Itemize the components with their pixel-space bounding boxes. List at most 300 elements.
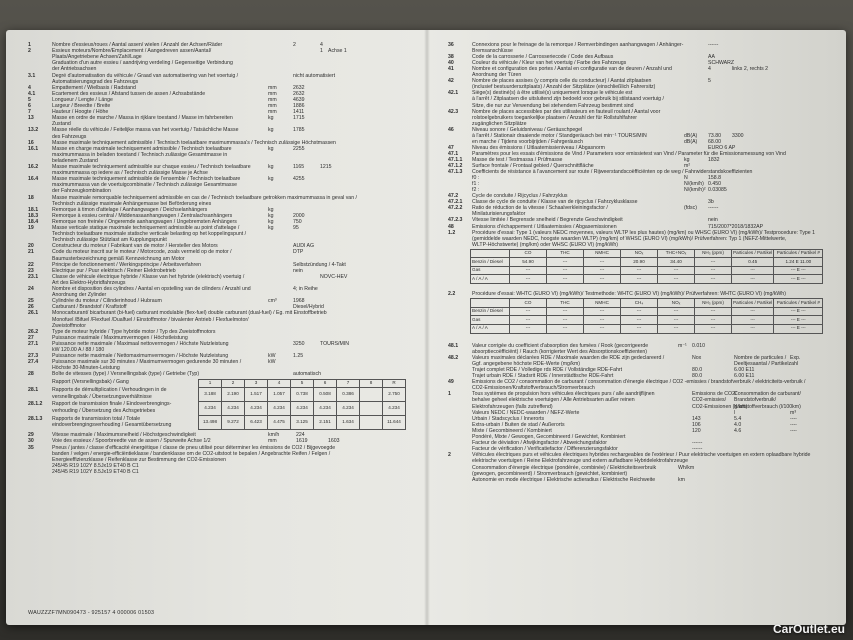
field-label: Plaats/Angetriebene Achsen/Zahl/Lage [52, 54, 142, 61]
table-cell: 1.24 E 11.00 [774, 258, 823, 267]
table-header-cell: THC [547, 249, 584, 258]
field-unit: kg [268, 145, 274, 152]
document-sheet [6, 30, 846, 625]
table-header-cell: NH₃ (ppm) [695, 249, 732, 258]
field-label: Masse maximale techniquement admissible de l'ensemble / Technisch toelaatbare [52, 176, 241, 183]
field-number: 18.3 [28, 212, 39, 219]
field-label: beladenem Zustand [52, 157, 98, 164]
table-cell: --- [584, 275, 621, 284]
field-value: 158.8 [708, 175, 721, 182]
field-unit: dB(A) [684, 132, 698, 139]
table-cell: 4.234 [337, 402, 360, 416]
table-cell: --- [547, 266, 584, 275]
table-cell: --- [658, 316, 695, 325]
field-label: maximummassa in beladen toestand / Technisch zulässige Gesamtmasse in [52, 151, 228, 158]
table-header-cell: 8 [360, 379, 383, 388]
table-header-cell: 1 [199, 379, 222, 388]
field-value-3: Achse 1 [328, 48, 347, 55]
table-header-cell: NMHC [584, 299, 621, 308]
table-header-cell: Particules / Partikel # [774, 249, 823, 258]
field-value: 1785 [293, 127, 305, 134]
field-number: 35 [28, 444, 34, 451]
table-cell: 6.423 [245, 416, 268, 430]
field-number: 18.1 [28, 206, 39, 213]
field-label: Surface frontale / Frontaal gebied / Querschnittfläche [472, 163, 594, 169]
field-label: Nombre de places assises (y compris celle du conducteur) / Aantal zitplaatsen [472, 78, 652, 85]
field-label: f0 : [472, 175, 480, 182]
field-value: 1832 [708, 156, 720, 163]
field-label: Puissance nette maximale / Nettomaximumvermogen / Höchste Nutzleistung [52, 353, 229, 360]
table-cell: 1.517 [245, 388, 268, 402]
field-number: 1.2 [448, 229, 456, 236]
field-value-2: 4 [320, 42, 323, 48]
field-unit: m⁻¹ [678, 342, 687, 349]
field-label: Remorque à timon d'attelage / Aanhangwagen / Deichselanhängers [52, 206, 208, 213]
table-cell: --- E --- [774, 266, 823, 275]
field-label: Extra-urbain / Buiten de stad / Außerorts [472, 421, 565, 428]
field-label: Empattement / Wielbasis / Radstand [52, 84, 136, 91]
watermark-logo: CarOutlet.eu [772, 622, 845, 636]
field-unit: cm³ [268, 298, 277, 305]
field-value: 0.450 [708, 181, 721, 188]
field-number: 49 [448, 379, 454, 386]
table-cell: --- [732, 324, 774, 333]
table-cell: 2.151 [314, 416, 337, 430]
table-cell: --- [621, 316, 658, 325]
field-value: CO2-Emissionen (g/km) [692, 403, 748, 410]
field-label: Carburant / Brandstof / Kraftstoff [52, 304, 127, 311]
table-cell: --- E --- [774, 275, 823, 284]
field-value-2: Consommation de carburant/ [734, 391, 801, 398]
field-value-2: NOVC-HEV [320, 273, 348, 280]
table-row [199, 416, 406, 430]
field-value: 4255 [293, 176, 305, 183]
field-label: Autonomie en mode électrique / Elektrische actieradius / Elektrische Reichweite [472, 476, 656, 483]
field-value-2: TOURS/MIN [320, 340, 350, 347]
field-label: Zweistoffmotor [52, 322, 86, 329]
field-number: 22 [28, 261, 34, 268]
field-value: AA [708, 54, 715, 61]
table-cell: --- [732, 275, 774, 284]
field-unit: mm [268, 103, 277, 109]
field-label: Type de moteur hybride / Type hybride motor / Typ des Zweistoffmotors [52, 328, 216, 335]
field-label: f1 : [472, 181, 480, 188]
field-value-2: 1603 [328, 438, 340, 445]
field-label: 245/45 R19 102Y 8.5Jx19 ET40 B C1 [52, 463, 139, 470]
field-label: Niveau sonore / Geluidsniveau / Geräuschpegel [472, 126, 583, 133]
table-cell: 0.508 [314, 388, 337, 402]
field-value: EURO 6 AP [708, 144, 736, 151]
field-number: 3.1 [28, 72, 36, 79]
table-cell [360, 416, 383, 430]
table-cell: --- E --- [774, 324, 823, 333]
table-cell: 34.40 [658, 258, 695, 267]
field-value: 715/2007*2018/1832AP [708, 223, 764, 230]
field-label: Monocarburant/ bicarburant (bi-fuel) carburant modulable (flex-fuel) double carburant (dual-fuel) / Eg. mit Einstoffbetrieb [52, 310, 327, 317]
field-number: 38 [448, 54, 454, 61]
table-cell: --- [584, 316, 621, 325]
field-value: 4639 [293, 96, 305, 103]
field-number: 26 [28, 304, 34, 311]
table-row [471, 275, 823, 284]
field-number: 2.2 [448, 291, 456, 298]
field-label: Facteur de vérification / Verificatiefactor / Differenzierungsfaktor [472, 446, 618, 453]
table-header-row [199, 379, 406, 388]
table-cell: --- [584, 307, 621, 316]
field-label: Remorque à essieu central / Middenasaanhangwagen / Zentralachsanhängers [52, 212, 233, 219]
field-number: 46 [448, 126, 454, 133]
field-number: 16.1 [28, 145, 39, 152]
field-value: 3250 [293, 340, 305, 347]
field-value: nein [293, 267, 303, 274]
field-label: en marche / Tijdens voorbijrijden / Fahrgeräusch [472, 138, 584, 145]
field-value-3: Exp. [790, 354, 801, 361]
field-value: 1968 [293, 298, 305, 305]
field-label: Essieux moteurs/Nombre/Emplacement / Aangedreven assen/Aantal/ [52, 48, 212, 55]
field-label: Masse verticale statique maximale techniquement admissible au point d'attelage / [52, 225, 240, 231]
field-label: Zustand [52, 121, 71, 128]
field-label: Remorque non freinée / Ongeremde aanhangwagen / Ungebremsten Anhängers [52, 218, 237, 225]
field-number: 19 [28, 225, 34, 231]
field-value-2: 5.4 [734, 415, 742, 422]
table-header-cell: NH₃ (ppm) [695, 299, 732, 308]
field-label: Pneus / jantes / classe d'efficacité énergétique / classe de pneu utilisé pour déterminer les émissions de CO2 / Bijgevoegde [52, 444, 336, 451]
field-number: 36 [448, 42, 454, 48]
field-number: 21 [28, 249, 34, 256]
field-label: Art des Elektro-Hybridfahrzeugs [52, 279, 126, 286]
table-cell: --- [695, 258, 732, 267]
field-label: Emissions d'échappement / Uitlaatemissies / Abgasemissionen [472, 223, 617, 230]
field-label: Masse en ordre de marche / Massa in rijklare toestand / Masse im fahrbereiten [52, 115, 233, 122]
field-value-2: Kraftstoffverbrauch (l/100km) [734, 403, 801, 410]
table-header-cell: 3 [245, 379, 268, 388]
field-number: 18 [28, 194, 34, 201]
field-value-3: m³ [790, 409, 797, 416]
field-label: Masse maximale techniquement admissible sur chaque essieu / Technisch toelaatbare [52, 164, 251, 170]
field-value: nein [708, 217, 718, 224]
field-value: automatisch [293, 371, 321, 378]
table-cell: --- [621, 324, 658, 333]
gear-ratio-table [198, 379, 406, 431]
field-label: Procédure d'essai: WHTC (EURO VI) (mg/kWh)/ Testmethode: WHTC (EURO VI) (mg/kWh)/ Prüfverfahren: WHTC (EURO VI) (mg/kWh) [472, 291, 786, 298]
field-label: Baumusterbezeichnung gemäß Kennzeichnung am Motor [52, 255, 185, 262]
field-label: Automatisierungsgrad des Fahrzeugs [52, 78, 139, 85]
table-cell: --- [547, 258, 584, 267]
table-header-cell: Particules / Partikel [732, 249, 774, 258]
field-unit: N/(km/h) [684, 181, 704, 188]
table-header-cell: NMHC [584, 249, 621, 258]
field-label: Urbain / Stadscyclus / Innerorts [472, 415, 545, 422]
table-cell: --- E --- [774, 316, 823, 325]
field-value: 2 [293, 42, 296, 48]
field-label: Trajet complet RDE / Volledige rds RDE / Vollständige RDE-Fahrt [472, 366, 623, 373]
field-number: 47.2 [448, 193, 459, 200]
field-label: à l'arrêt / Stationair draaiende motor / Standgeräusch bei min⁻¹ TOURS/MIN [472, 132, 647, 139]
field-label: Masse maximale remorquable techniquement admissible en cas de / Technisch toelaatbare getrokken maximummassa in geval van / [52, 194, 357, 201]
table-cell: 4.234 [222, 402, 245, 416]
table-cell: --- [732, 266, 774, 275]
field-label: Valeur corrigée du coefficient d'absorption des fumées / Rook (gecorrigeerde [472, 342, 649, 349]
field-unit: mm [268, 84, 277, 91]
field-number: 6 [28, 103, 31, 109]
field-label: Paramètres pour les essais d'émissions de Vind / Parameters voor emissietest van Vind / Parameter für die Emissionsmessung von Vind [472, 150, 786, 157]
field-label: rolstoelgebruikers toegankelijke plaatsen / Anzahl der für Rollstuhlfahrer [472, 114, 637, 121]
field-value-2: links 2, rechts 2 [732, 66, 769, 73]
field-label: Boîte de vitesses (type) / Versnellingsbak (type) / Getriebe (Typ) [52, 371, 200, 378]
table-cell: 11.644 [383, 416, 406, 430]
table-cell: 4.234 [268, 402, 291, 416]
field-value: 2632 [293, 84, 305, 91]
field-unit: kg [268, 206, 274, 213]
table-cell: --- [547, 275, 584, 284]
field-label: Electrique pur / Puur elektrisch / Reiner Elektrobetrieb [52, 267, 176, 274]
field-unit: kg [268, 115, 274, 122]
field-label: Bremsanschlüsse [472, 48, 513, 55]
field-number: 40 [448, 60, 454, 67]
field-label: Sitze, die nur zur Verwendung bei stehendem Fahrzeug bestimmt sind [472, 102, 634, 109]
table-header-cell [471, 299, 510, 308]
field-value: 106 [692, 421, 701, 428]
field-label: Rapports de démultiplication / Verhoudingen in de versnellingsbak / Übersetzungsverhältnisse [52, 387, 167, 400]
field-value: 1165 [293, 164, 305, 170]
table-header-cell: 2 [222, 379, 245, 388]
field-label: Nombre de places accessibles par des utilisateurs en fauteuil roulant / Aantal voor [472, 108, 661, 115]
field-value: 4; in Reihe [293, 286, 318, 292]
table-header-cell: CH₄ [621, 299, 658, 308]
field-label: Masse maximale techniquement admissible / Technisch toelaatbare maximummassa's / Technisch zulässige Höchstmassen [52, 139, 336, 146]
field-label: Höchste 30-Minuten-Leistung [52, 365, 120, 372]
field-number: 30 [28, 438, 34, 445]
field-label: WLTP-Höchstwerte) (mg/km) oder WHSC (EURO VI) (mg/kWh) [472, 241, 619, 248]
field-label: (gewogen, gecombineerd) / Stromverbrauch (gewichtet, kombiniert) [472, 470, 628, 477]
table-cell: --- [732, 307, 774, 316]
table-cell: 0.45 [732, 258, 774, 267]
field-label: Ecartement des essieux / Afstand tussen de assen / Achsabstände [52, 90, 206, 97]
field-value: 80.0 [692, 373, 703, 380]
field-label: Mixte / Gecombineerd / Kombiniert [472, 427, 552, 434]
field-value: 73.80 [708, 132, 721, 139]
field-label: Technisch zulässige Stützlast am Kupplungspunkt [52, 237, 167, 244]
field-label: 245/45 R19 102Y 8.5Jx19 ET40 B C1 [52, 469, 139, 476]
table-header-cell: 4 [268, 379, 291, 388]
field-label: Siège(s) destiné(s) à être utilisé(s) uniquement lorsque le véhicule est [472, 90, 633, 97]
field-value: 0.010 [692, 342, 705, 349]
field-number: 23 [28, 267, 34, 274]
field-number: 42.1 [448, 90, 459, 97]
field-value: 2000 [293, 212, 305, 219]
field-label: behalve geheel elektrische voertuigen / Alle Antriebsarten außer reinen [472, 397, 635, 404]
table-cell: --- [658, 266, 695, 275]
field-label: Nombre et disposition des cylindres / Aantal en opstelling van de cilinders / Anzahl und [52, 286, 251, 292]
field-value-2: l [734, 409, 736, 416]
table-cell: 9.272 [222, 416, 245, 430]
field-value: 80.0 [692, 366, 703, 373]
field-label: (gemiddelde waarden NEDC, hoogste waarden WLTP) (mg/km) of WHSC (EURO VI) (mg/kWh)/ Prüfverfahren: Typ 1 (NEFZ-Mittelwerte, [472, 235, 787, 242]
field-label: Code du moteur inscrit sur le moteur / Motorcode, zoals vermeld op de motor / [52, 249, 232, 256]
field-label: (inclusief bestuurderszitplaats) / Anzahl der Sitzplätze (einschließlich Fahrersitz) [472, 84, 656, 91]
field-label: Ratio de réduction de la vitesse / Schaalverkleiningsfactor / [472, 205, 608, 212]
field-number: 4 [28, 84, 31, 91]
field-number: 28.1 [28, 387, 39, 393]
field-label: Facteur de déviation / Afwijkingsfactor / Abweichungsfaktor [472, 440, 607, 447]
emissions-table-whtc [470, 298, 823, 333]
field-label: à l'arrêt / Zitplaatsen die uitsluitend zijn bedoeld voor gebruik bij stilstaand voertuig / [472, 96, 664, 103]
field-value-2: 1 [320, 48, 323, 55]
field-label: Elektrofahrzeugen (falls zutreffend) [472, 403, 553, 410]
field-label: Voie des essieux / Spoorbreedte van de assen / Spurweite Achse 1/2 [52, 438, 211, 445]
field-label: maximummassa van de voertuigcombinatie / Technisch zulässige Gesamtmasse [52, 182, 238, 189]
table-cell: 3.188 [199, 388, 222, 402]
table-cell: Gas [471, 266, 510, 275]
table-row [471, 324, 823, 333]
field-value: 2632 [293, 90, 305, 97]
field-value-2: 6.00 E11 [734, 366, 755, 373]
document-page-left [6, 30, 424, 625]
field-value: 2255 [293, 145, 305, 152]
table-header-cell: 5 [291, 379, 314, 388]
field-value: AUDI AG [293, 243, 315, 250]
table-cell: --- [510, 316, 547, 325]
field-value: Emissions de CO2/ [692, 391, 737, 398]
table-cell: --- [510, 266, 547, 275]
field-number: 27.3 [28, 353, 39, 360]
table-cell: --- [658, 307, 695, 316]
field-number: 28.1.2 [28, 401, 43, 408]
field-number: 47 [448, 144, 454, 151]
field-unit: kg [268, 127, 274, 134]
field-label: Rapport (Versnellingsbak) / Gang [52, 378, 129, 385]
table-cell: --- [510, 324, 547, 333]
field-number: 28 [28, 371, 34, 378]
field-number: 42 [448, 78, 454, 85]
field-label: des Fahrzeugs [52, 133, 87, 140]
field-label: maximummassa op iedere as / Technisch zulässige Masse je Achse [52, 170, 208, 177]
field-number: 42.3 [448, 108, 459, 115]
table-header-cell: R [383, 379, 406, 388]
field-label: Largeur / Breedte / Breite [52, 103, 111, 109]
field-label: Vitesse maximale / Maximumsnelheid / Höchstgeschwindigkeit [52, 432, 196, 439]
field-number: 28.1.3 [28, 415, 43, 422]
table-cell: --- [547, 324, 584, 333]
table-cell: --- [658, 275, 695, 284]
field-label: der Fahrzeugkombination [52, 188, 111, 195]
field-value-2: 3300 [732, 132, 744, 139]
field-value: ------ [692, 446, 703, 453]
table-cell: --- [621, 307, 658, 316]
table-header-cell: Particules / Partikel # [774, 299, 823, 308]
field-value-2: Nombre de particules / [734, 354, 787, 361]
field-label: Anordnung der Zylinder [52, 292, 107, 299]
table-cell: --- [658, 324, 695, 333]
table-row [199, 402, 406, 416]
table-cell: Benzin / Diesel [471, 307, 510, 316]
field-number: 27 [28, 334, 34, 341]
field-label: Cylindrée du moteur / Cilinderinhoud / Hubraum [52, 298, 162, 305]
table-header-cell: 7 [337, 379, 360, 388]
field-number: 29 [28, 432, 34, 439]
document-page-right [430, 30, 846, 625]
field-number: 27.4 [28, 359, 39, 366]
table-header-cell: CO [510, 249, 547, 258]
table-header-cell: THC [547, 299, 584, 308]
field-value: ------ [708, 205, 719, 212]
field-label: Masse en charge maximale techniquement admissible / Technisch toelaatbare [52, 145, 232, 152]
field-value: 4 [708, 66, 711, 73]
field-label: Procédure d'essai: Type 1 (valeurs NEDC moyennes, valeurs WLTP les plus hautes) (mg/km) ou WHSC (EURO VI) (mg/kWh)/ Testprocedure: Type 1 [472, 229, 816, 236]
field-number: 13.2 [28, 127, 39, 134]
field-value-3: ---- [790, 427, 797, 434]
field-unit: mm [268, 96, 277, 103]
field-label: Energieeffizienzklasse / Reifenklasse zur Bestimmung der CO2-Emissionen [52, 457, 227, 463]
field-label: Emissions de CO2 / consommation de carburant / consommation d'énergie électrique / CO2 -emissies / brandstofverbruik / elektriciteits-verbruik / [472, 379, 806, 386]
field-number: 1 [448, 391, 451, 398]
table-cell: 2.190 [222, 388, 245, 402]
table-header-cell: 6 [314, 379, 337, 388]
table-cell: 2.750 [383, 388, 406, 402]
table-row [471, 258, 823, 267]
table-row [471, 266, 823, 275]
field-value-2: Deeltjesaantal / Partikelzahl [734, 360, 799, 367]
field-label: Nombre et configuration des portes / Aantal en configuratie van de deuren / Anzahl und [472, 66, 672, 73]
table-cell: --- [584, 266, 621, 275]
field-value: 143 [692, 415, 701, 422]
field-number: 23.1 [28, 273, 39, 280]
field-label: Trajet urbain RDE / Stadsrit RDE / Innerstädtische RDE-Fahrt [472, 373, 614, 380]
field-number: 2 [448, 452, 451, 459]
field-unit: (fdsc) [684, 205, 697, 212]
field-label: Niveau des émissions / Uitlaatemissieniveau / Abgasnorm [472, 144, 605, 151]
field-label: Monofuel /Bifuel /Flexfuel /Dualfuel / Einstoffmotor / bivalenter Antrieb / Flexfuelmotor/ [52, 316, 249, 323]
field-unit: mm [268, 90, 277, 97]
field-value: 120 [692, 427, 701, 434]
field-label: Hauteur / Hoogte / Höhe [52, 109, 109, 116]
field-number: 41 [448, 66, 454, 73]
field-unit: mm [268, 109, 277, 116]
table-header-row [471, 299, 823, 308]
field-label: Vitesse limitée / Begrensde snelheid / Begrenzte Geschwindigkeit [472, 217, 623, 224]
field-value: 3b [708, 199, 714, 206]
field-label: f2 : [472, 187, 480, 194]
field-value: 1715 [293, 115, 305, 122]
table-cell: 13.498 [199, 416, 222, 430]
field-label: Graduation d'un autre essieu / aandrijving verdeling / Gegenseitige Verbindung [52, 60, 233, 67]
field-label: Cycle de conduite / Rijcyclus / Fahrzyklus [472, 193, 568, 200]
field-value: Nox [692, 354, 702, 361]
field-value-2: 4.0 [734, 421, 742, 428]
table-cell: --- [695, 316, 732, 325]
field-value: nicht automatisiert [293, 72, 336, 79]
field-unit: kW [268, 353, 276, 360]
table-cell: --- [621, 266, 658, 275]
table-cell: --- [695, 266, 732, 275]
table-cell: --- [547, 316, 584, 325]
table-cell [360, 402, 383, 416]
field-unit: kg [268, 212, 274, 219]
field-label: Rapports de transmission total / Totale eindoverbrengingsverhouding / Gesamtübersetzung [52, 415, 172, 429]
table-cell: --- [584, 258, 621, 267]
field-value-2: 1215 [320, 164, 332, 170]
field-number: 47.2.2 [448, 205, 463, 212]
field-label: Puissance nette maximale / Maximaal nettovermogen / Höchste Nutzleistung [52, 340, 229, 347]
table-header-cell: Particules / Partikel [732, 299, 774, 308]
field-value: 0.03085 [708, 187, 727, 194]
table-cell: --- [510, 275, 547, 284]
field-value: 1619 [296, 438, 308, 445]
field-number: 25 [28, 298, 34, 305]
field-label: Classe de cycle de conduite / Klasse van de rijcyclus / Fahrzyklusklasse [472, 199, 638, 206]
table-cell: --- [732, 316, 774, 325]
table-cell: 4.234 [245, 402, 268, 416]
